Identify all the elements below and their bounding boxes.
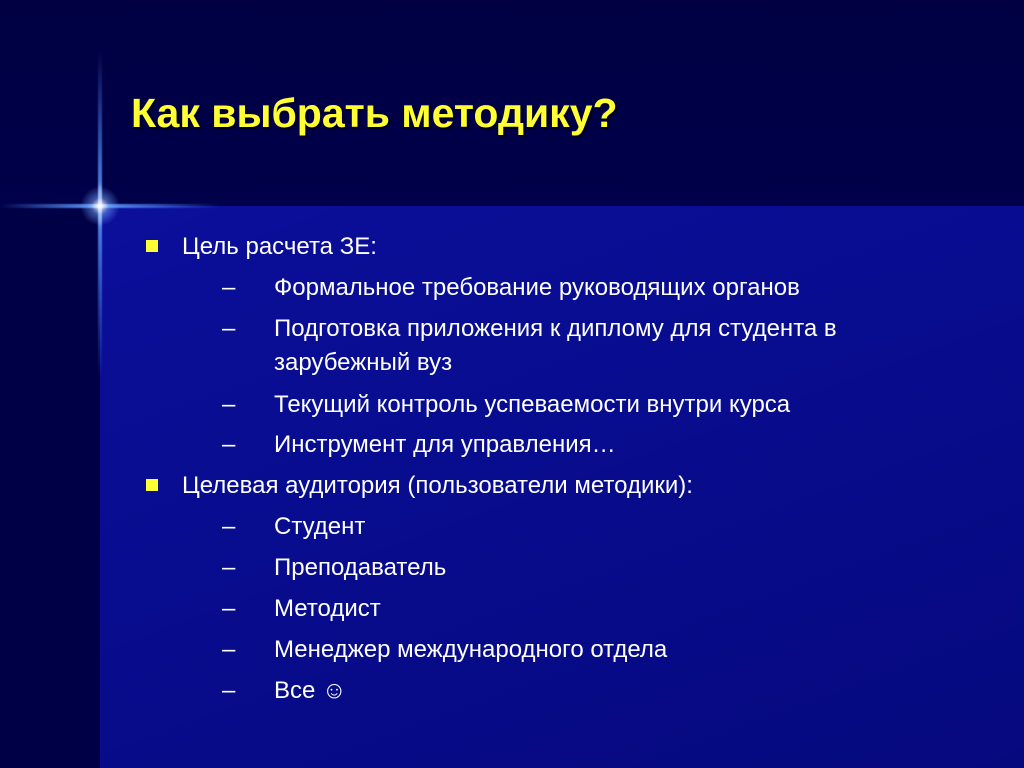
dash-marker: – bbox=[222, 315, 236, 342]
sub-item-text: Преподаватель bbox=[274, 554, 447, 581]
sub-item bbox=[222, 592, 962, 626]
dash-marker: – bbox=[222, 636, 236, 663]
sub-item bbox=[222, 312, 962, 380]
sub-item-text: Все ☺ bbox=[274, 677, 347, 704]
sub-item-text: Формальное требование руководящих органов bbox=[274, 274, 800, 301]
sub-item-text: Методист bbox=[274, 595, 381, 622]
sub-item bbox=[222, 271, 962, 305]
dash-marker: – bbox=[222, 554, 236, 581]
sub-item bbox=[222, 428, 962, 462]
sub-item bbox=[222, 388, 962, 422]
sub-item-text: Менеджер международного отдела bbox=[274, 636, 668, 663]
dash-marker: – bbox=[222, 513, 236, 540]
square-bullet-icon bbox=[146, 479, 158, 491]
sub-item bbox=[222, 510, 962, 544]
bullet-audience bbox=[146, 469, 693, 503]
dash-marker: – bbox=[222, 391, 236, 418]
dash-marker: – bbox=[222, 595, 236, 622]
sub-item bbox=[222, 633, 962, 667]
sub-item bbox=[222, 551, 962, 585]
bullet-label: Целевая аудитория (пользователи методики): bbox=[182, 472, 693, 499]
slide-title: Как выбрать методику? bbox=[131, 90, 618, 136]
bullet-goal bbox=[146, 230, 377, 264]
sub-item-text: Подготовка приложения к диплому для студента в зарубежный вуз bbox=[274, 315, 837, 376]
sub-item-text: Инструмент для управления… bbox=[274, 431, 616, 458]
sub-item-text: Студент bbox=[274, 513, 366, 540]
bullet-label: Цель расчета ЗЕ: bbox=[182, 233, 377, 260]
dash-marker: – bbox=[222, 431, 236, 458]
square-bullet-icon bbox=[146, 240, 158, 252]
dash-marker: – bbox=[222, 274, 236, 301]
sub-item bbox=[222, 674, 962, 708]
sub-item-text: Текущий контроль успеваемости внутри курса bbox=[274, 391, 791, 418]
dash-marker: – bbox=[222, 677, 236, 704]
